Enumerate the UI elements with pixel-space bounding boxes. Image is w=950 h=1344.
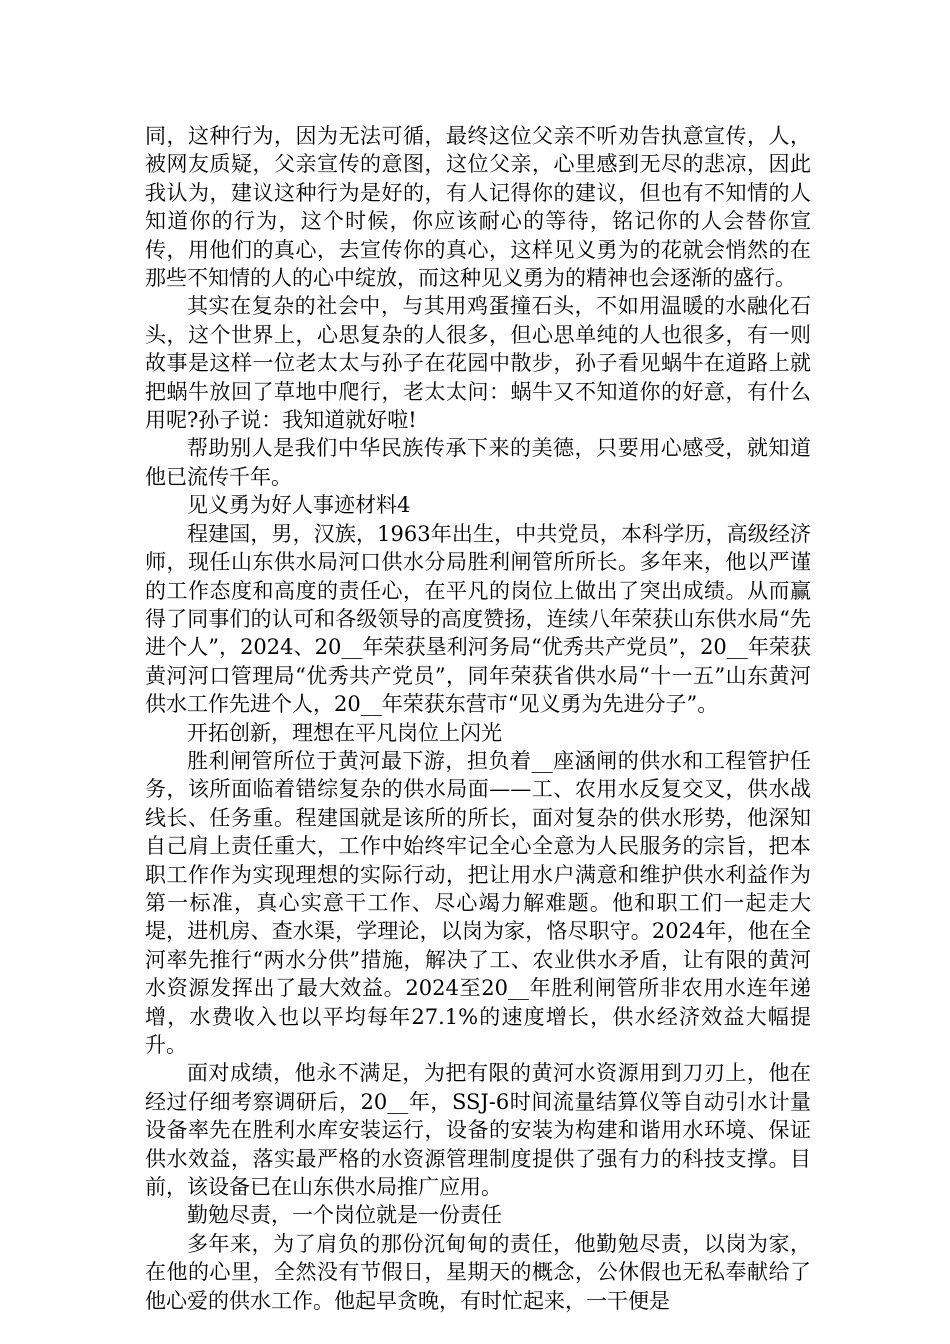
paragraph-1: 同，这种行为，因为无法可循，最终这位父亲不听劝告执意宣传，人，被网友质疑，父亲宣传的意图，这位父亲，心里感到无尽的悲凉，因此我认为，建议这种行为是好的，有人记得你的建议，但也有不知情的人知道你的行为，这个时候，你应该耐心的等待，铭记你的人会替你宣传，用他们的真心，去宣传你的真心，这样见义勇为的花就会悄然的在那些不知情的人的心中绽放，而这种见义勇为的精神也会逐渐的盛行。 — [145, 124, 811, 291]
paragraph-7: 多年来，为了肩负的那份沉甸甸的责任，他勤勉尽责，以岗为家，在他的心里，全然没有节假日，星期天的概念，公休假也无私奉献给了他心爱的供水工作。他起早贪晚，有时忙起来，一干便是 — [145, 1231, 811, 1313]
paragraph-2: 其实在复杂的社会中，与其用鸡蛋撞石头，不如用温暖的水融化石头，这个世界上，心思复杂的人很多，但心思单纯的人也很多，有一则故事是这样一位老太太与孙子在花园中散步，孙子看见蜗牛在道路上就把蜗牛放回了草地中爬行，老太太问：蜗牛又不知道你的好意，有什么用呢?孙子说：我知道就好啦! — [145, 294, 811, 433]
paragraph-4: 程建国，男，汉族，1963年出生，中共党员，本科学历，高级经济师，现任山东供水局河口供水分局胜利闸管所所长。多年来，他以严谨的工作态度和高度的责任心，在平凡的岗位上做出了突出成绩。从而赢得了同事们的认可和各级领导的高度赞扬，连续八年荣获山东供水局“先进个人”，2024、20__年荣获垦利河务局“优秀共产党员”，20__年荣获黄河河口管理局“优秀共产党员”，同年荣获省供水局“十一五”山东黄河供水工作先进个人，20__年荣获东营市“见义勇为先进分子”。 — [145, 521, 811, 717]
subheading-2: 勤勉尽责，一个岗位就是一份责任 — [187, 1203, 502, 1228]
section-title: 见义勇为好人事迹材料4 — [187, 493, 411, 518]
paragraph-6: 面对成绩，他永不满足，为把有限的黄河水资源用到刀刃上，他在经过仔细考察调研后，20__年，SSJ-6时间流量结算仪等自动引水计量设备率先在胜利水库安装运行，设备的安装为构建和谐用水环境、保证供水效益，落实最严格的水资源管理制度提供了强有力的科技支撑。目前，该设备已在山东供水局推广应用。 — [145, 1061, 811, 1200]
paragraph-3: 帮助别人是我们中华民族传承下来的美德，只要用心感受，就知道他已流传千年。 — [145, 436, 811, 489]
subheading-1: 开拓创新，理想在平凡岗位上闪光 — [187, 720, 502, 745]
document-page — [145, 122, 811, 1315]
paragraph-5: 胜利闸管所位于黄河最下游，担负着__座涵闸的供水和工程管护任务，该所面临着错综复杂的供水局面——工、农用水反复交叉，供水战线长、任务重。程建国就是该所的所长，面对复杂的供水形势，他深知自己肩上责任重大，工作中始终牢记全心全意为人民服务的宗旨，把本职工作作为实现理想的实际行动，把让用水户满意和维护供水利益作为第一标准，真心实意干工作、尽心竭力解难题。他和职工们一起走大堤，进机房、查水渠，学理论，以岗为家，恪尽职守。2024年，他在全河率先推行“两水分供”措施，解决了工、农业供水矛盾，让有限的黄河水资源发挥出了最大效益。2024至20__年胜利闸管所非农用水连年递增，水费收入也以平均每年27.1%的速度增长，供水经济效益大幅提升。 — [145, 748, 811, 1057]
